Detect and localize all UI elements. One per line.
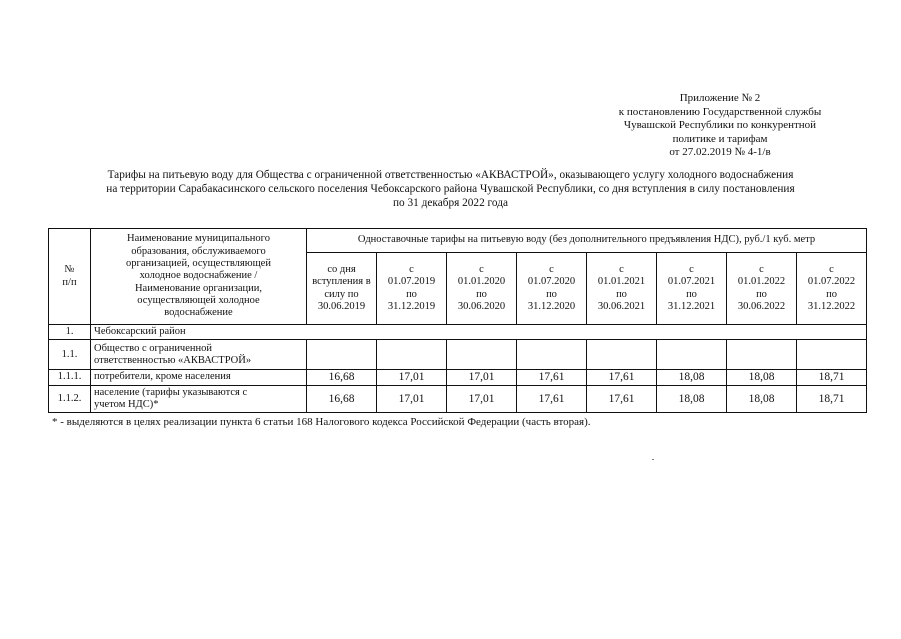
- header-period-line: с: [689, 263, 694, 275]
- row-name: [91, 370, 307, 385]
- tariff-value: 18,08: [727, 385, 797, 413]
- tariff-value: 17,01: [377, 370, 447, 385]
- tariff-value: [727, 340, 797, 370]
- appendix-line: Приложение № 2: [679, 92, 761, 104]
- header-name: [91, 229, 307, 325]
- tariff-value: 17,01: [447, 370, 517, 385]
- header-period-line: 31.12.2020: [527, 300, 576, 312]
- header-name-line: Наименование муниципального: [127, 233, 270, 245]
- header-period-6: [657, 253, 727, 325]
- header-period-line: 30.06.2020: [457, 300, 506, 312]
- header-period-line: с: [549, 263, 554, 275]
- footnote: * - выделяются в целях реализации пункта 6 статьи 168 Налогового кодекса Российской Федерации (часть вторая).: [52, 416, 591, 428]
- header-period-line: 01.01.2021: [597, 276, 646, 288]
- header-period-line: 01.01.2020: [457, 276, 506, 288]
- header-period-line: с: [619, 263, 624, 275]
- header-period-line: по: [476, 288, 487, 300]
- tariff-table: [48, 228, 867, 413]
- header-name-line: осуществляющей холодное: [137, 294, 260, 306]
- header-period-line: по: [686, 288, 697, 300]
- tariff-value: 17,01: [377, 385, 447, 413]
- document-title: [48, 168, 853, 210]
- row-number: 1.1.1.: [49, 370, 91, 385]
- tariff-value: 18,71: [797, 370, 867, 385]
- header-period-2: [377, 253, 447, 325]
- header-name-line: Наименование организации,: [134, 282, 263, 294]
- header-period-line: с: [759, 263, 764, 275]
- header-period-line: по: [826, 288, 837, 300]
- header-period-line: 30.06.2022: [737, 300, 786, 312]
- row-name: [91, 385, 307, 413]
- table-row: [49, 325, 867, 340]
- tariff-value: 17,61: [517, 385, 587, 413]
- header-period-line: по: [756, 288, 767, 300]
- header-period-line: 01.07.2021: [667, 276, 716, 288]
- header-period-7: [727, 253, 797, 325]
- header-number-line: п/п: [62, 276, 77, 288]
- appendix-line: к постановлению Государственной службы: [618, 105, 822, 118]
- row-name: [91, 325, 867, 340]
- header-period-line: со дня: [327, 263, 356, 275]
- table-row: [49, 340, 867, 370]
- row-name-line: население (тарифы указываются с: [94, 386, 248, 398]
- header-period-line: 31.12.2021: [667, 300, 716, 312]
- header-period-5: [587, 253, 657, 325]
- tariff-value: 17,01: [447, 385, 517, 413]
- header-period-4: [517, 253, 587, 325]
- header-number: [49, 229, 91, 325]
- header-name-line: организацией, осуществляющей: [126, 258, 271, 270]
- header-period-3: [447, 253, 517, 325]
- tariff-value: 16,68: [307, 370, 377, 385]
- appendix-line: от 27.02.2019 № 4-1/в: [669, 146, 771, 159]
- row-name: [91, 340, 307, 370]
- header-name-line: водоснабжение: [164, 307, 233, 319]
- tariff-value: 18,08: [657, 370, 727, 385]
- header-period-line: 01.07.2022: [807, 276, 856, 288]
- tariff-value: [797, 340, 867, 370]
- tariff-value: [517, 340, 587, 370]
- tariff-value: [587, 340, 657, 370]
- tariff-value: 18,08: [727, 370, 797, 385]
- table-row: [49, 370, 867, 385]
- header-period-line: 31.12.2022: [807, 300, 856, 312]
- table-row: [49, 385, 867, 413]
- header-name-line: образования, обслуживаемого: [131, 245, 266, 257]
- tariff-value: 18,08: [657, 385, 727, 413]
- title-line: на территории Сарабакасинского сельского поселения Чебоксарского района Чувашской Республики, со дня вступления в силу постановления: [106, 183, 795, 195]
- tariff-value: 17,61: [517, 370, 587, 385]
- tariff-value: 16,68: [307, 385, 377, 413]
- header-period-line: с: [479, 263, 484, 275]
- appendix-line: Чувашской Республики по конкурентной: [623, 119, 817, 132]
- tariff-value: [307, 340, 377, 370]
- tariff-value: 17,61: [587, 370, 657, 385]
- header-period-line: 30.06.2021: [597, 300, 646, 312]
- title-line: по 31 декабря 2022 года: [392, 197, 508, 209]
- row-number: 1.1.: [49, 340, 91, 370]
- header-number-line: №: [64, 264, 75, 276]
- header-period-line: силу по: [324, 288, 359, 300]
- row-number: 1.: [49, 325, 91, 340]
- header-period-line: по: [406, 288, 417, 300]
- row-name-line: учетом НДС)*: [94, 398, 159, 410]
- appendix-line: политике и тарифам: [672, 132, 768, 145]
- tariff-value: [657, 340, 727, 370]
- appendix-note: [600, 92, 840, 160]
- header-period-8: [797, 253, 867, 325]
- tariff-value: [377, 340, 447, 370]
- row-name-line: Чебоксарский район: [94, 326, 186, 337]
- row-number: 1.1.2.: [49, 385, 91, 413]
- header-period-line: вступления в: [312, 276, 371, 288]
- header-period-line: 01.01.2022: [737, 276, 786, 288]
- row-name-line: потребители, кроме населения: [94, 371, 231, 383]
- header-period-line: по: [546, 288, 557, 300]
- header-name-line: холодное водоснабжение /: [139, 270, 258, 282]
- table-body: [49, 325, 867, 413]
- tariff-value: [447, 340, 517, 370]
- header-period-line: 01.07.2020: [527, 276, 576, 288]
- header-period-1: [307, 253, 377, 325]
- tariff-value: 18,71: [797, 385, 867, 413]
- row-name-line: ответственностью «АКВАСТРОЙ»: [94, 354, 252, 366]
- header-period-line: 31.12.2019: [387, 300, 436, 312]
- header-tariff-group: Одноставочные тарифы на питьевую воду (без дополнительного предъявления НДС), руб./1 куб. метр: [307, 229, 867, 253]
- row-name-line: Общество с ограниченной: [94, 342, 212, 354]
- scan-speck: [652, 459, 654, 460]
- header-period-line: 01.07.2019: [387, 276, 436, 288]
- header-period-line: с: [409, 263, 414, 275]
- header-period-line: 30.06.2019: [317, 300, 366, 312]
- tariff-value: 17,61: [587, 385, 657, 413]
- title-line: Тарифы на питьевую воду для Общества с ограниченной ответственностью «АКВАСТРОЙ», оказывающего услугу холодного водоснабжения: [107, 169, 794, 181]
- header-period-line: по: [616, 288, 627, 300]
- header-period-line: с: [829, 263, 834, 275]
